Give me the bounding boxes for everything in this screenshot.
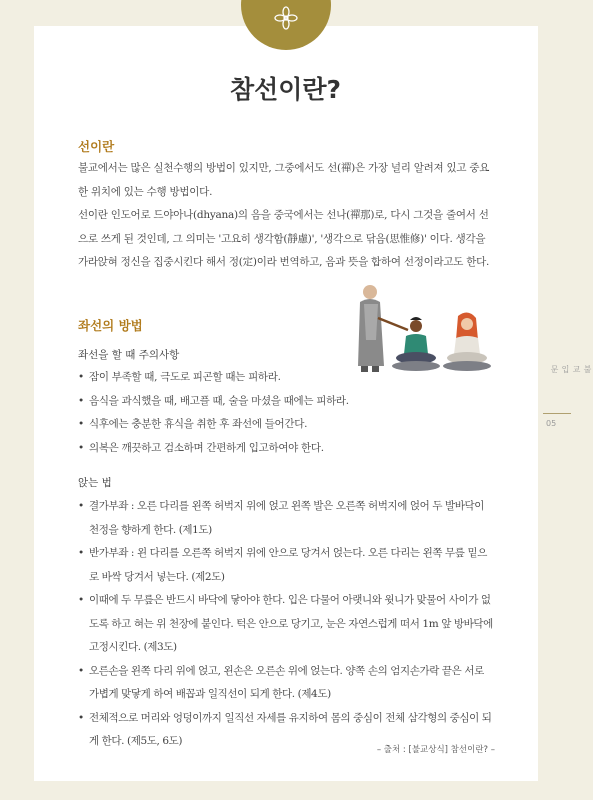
caution-title: 좌선을 할 때 주의사항 [78,349,180,361]
list-item: • 오른손을 왼쪽 다리 위에 얹고, 왼손은 오른손 위에 얹는다. 양쪽 손의 엄지손가락 끝은 서로 가볍게 맞닿게 하여 배꼽과 일직선이 되게 한다. (제4도) [78,660,496,707]
sitting-title: 앉는 법 [78,477,112,489]
sitting-list [78,495,496,754]
list-item: • 결가부좌 : 오른 다리를 왼쪽 허벅지 위에 얹고 왼쪽 발은 오른쪽 허벅지에 얹어 두 발바닥이 천정을 향하게 한다. (제1도) [78,495,496,542]
section-heading-seon: 선이란 [78,139,115,154]
paragraph-intro: 불교에서는 많은 실천수행의 방법이 있지만, 그중에서도 선(禪)은 가장 널리 알려져 있고 중요한 위치에 있는 수행 방법이다. [78,162,490,198]
woman-figure [443,312,491,371]
list-item: • 잠이 부족할 때, 극도로 피곤할 때는 피하라. [78,366,418,390]
list-item: • 전체적으로 머리와 엉덩이까지 일직선 자세를 유지하여 몸의 중심이 전체 삼각형의 중심이 되게 한다. (제5도, 6도) [78,707,496,754]
side-tab-divider [543,413,571,414]
list-item: • 반가부좌 : 왼 다리를 오른쪽 허벅지 위에 안으로 당겨서 얹는다. 오른 다리는 왼쪽 무릎 밑으로 바싹 당겨서 넣는다. (제2도) [78,542,496,589]
meditation-illustration [350,280,500,380]
lotus-flower-icon [274,6,298,30]
source-credit: – 출처 : [불교상식] 참선이란? – [376,745,495,755]
page-number: 05 [546,419,557,428]
paragraph-definition: 선이란 인도어로 드야아나(dhyana)의 음을 중국에서는 선나(禪那)로, 다시 그것을 줄여서 선으로 쓰게 된 것인데, 그 의미는 '고요히 생각함(靜慮)', '생각으로 닦음(思惟修)' 이다. 생각을 가라앉혀 정신을 집중시킨다 해서 정(定)이라 번역하고, 음과 뜻을 합하여 선정이라고도 한다. [78,209,490,268]
section-heading-method: 좌선의 방법 [78,318,143,333]
page-title: 참선이란? [229,75,342,104]
caution-list [78,366,418,460]
list-item: • 이때에 두 무릎은 반드시 바닥에 닿아야 한다. 입은 다물어 아랫니와 윗니가 맞물어 사이가 없도록 하고 혀는 위 천장에 붙인다. 턱은 안으로 당기고, 눈은 자연스럽게 떠서 1m 앞 방바닥에 고정시킨다. (제3도) [78,589,496,660]
list-item: • 식후에는 충분한 휴식을 취한 후 좌선에 들어간다. [78,413,418,437]
list-item: • 음식을 과식했을 때, 배고플 때, 술을 마셨을 때에는 피하라. [78,390,418,414]
list-item: • 의복은 깨끗하고 검소하며 간편하게 입고하여야 한다. [78,437,418,461]
side-tab-label: 불교 입문 [550,365,592,374]
man-figure [392,317,440,371]
